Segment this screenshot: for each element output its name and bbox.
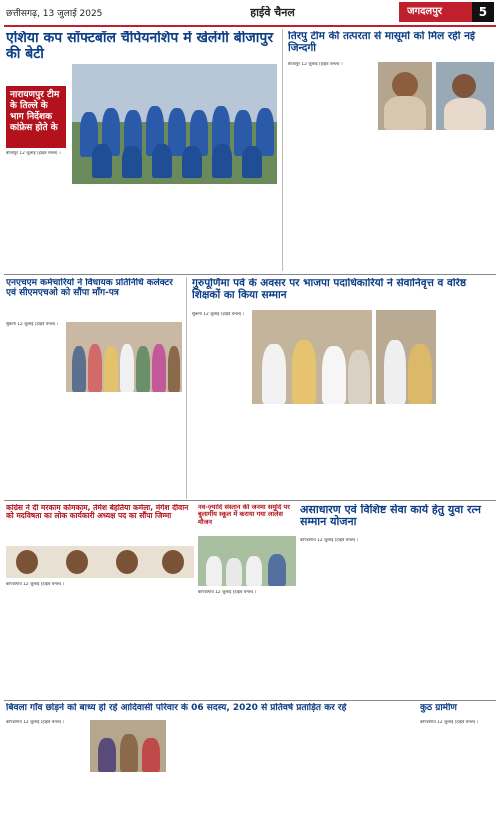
- story6-headline: नव-ज़्यादि संस्तान की जनमा समुदि पर बुलार्गीय स्कूल में कराया गया लालेस मौजन: [198, 504, 290, 526]
- story7-headline: असाधारण एवं विशिष्ट सेवा कार्य हेतु युवा रत्न सम्मान योजना: [300, 504, 481, 529]
- story9-headline: कुठ ग्रामीण: [420, 703, 457, 713]
- story4-photo-2: [376, 310, 436, 404]
- story1-body-col4: [211, 188, 277, 269]
- story7-dateline: कोण्डागांव 12 जुलाई (हाईवे चैनल) ।: [300, 538, 359, 543]
- story8-body-col3: [170, 720, 229, 810]
- story3-body: [66, 396, 182, 498]
- story5-headline: कांग्रेस ने दी मरकाम कोमकाम, तेमेश बेहतिया कमेला, मंगेश दीवान को मदविषता का लोक कार्यकारी अध्यक्ष पद का सौंपा जिम्मा: [6, 504, 189, 521]
- story5-dateline: कोण्डागांव 12 जुलाई (हाईवे चैनल) ।: [6, 582, 65, 587]
- story7-body: [300, 538, 494, 698]
- story8-photo: [90, 720, 166, 772]
- story4-body-col1: [192, 312, 248, 498]
- story4-headline: गुरुपूर्णिमा पर्व के अवसर पर भाजपा पदाधिकारियों ने सेवानिवृत्त व वरिष्ठ शिक्षकों का किया सम्मान: [192, 278, 467, 301]
- story3-body-col1: [6, 322, 64, 498]
- story3-headline: एनएचएम कर्मचारियों ने विधायक प्रतिनिधि कलेक्टर एवं सीएमएचओ को सौंपा माँग-पत्र: [6, 278, 173, 299]
- story5-body: [6, 582, 194, 698]
- story1-body-col2: [72, 188, 138, 269]
- story4-body-col5: [377, 408, 436, 498]
- masthead-page-number: 5: [472, 2, 494, 22]
- masthead-city: जगदलपुर: [399, 2, 472, 22]
- story1-body-col3: [142, 188, 208, 269]
- masthead: [0, 0, 500, 24]
- row-divider-3: [4, 700, 496, 701]
- story8-body-col2: [90, 774, 166, 810]
- story1-team-photo: [72, 64, 277, 184]
- story2-body-col2: [378, 134, 432, 272]
- story2-photo-1: [378, 62, 432, 130]
- story4-body-col2: [252, 408, 311, 498]
- story4-body: [252, 408, 436, 498]
- story3-body-col3: [126, 396, 182, 498]
- story2-dateline: बीजापुर 12 जुलाई (हाईवे चैनल) ।: [288, 62, 343, 67]
- story6-photo: [198, 536, 296, 586]
- story1-dateline: बीजापुर 12 जुलाई (हाईवे चैनल) ।: [6, 151, 61, 156]
- story2-body-col3: [436, 134, 494, 272]
- story6-dateline: कोण्डागांव 12 जुलाई (हाईवे चैनल) ।: [198, 590, 257, 595]
- story8-dateline: कोण्डागांव 12 जुलाई (हाईवे चैनल) ।: [6, 720, 65, 725]
- story8-body-col1: [6, 720, 86, 810]
- column-divider: [282, 29, 283, 271]
- story3-body-col2: [66, 396, 122, 498]
- story3-dateline: सुकमा 12 जुलाई (हाईवे चैनल) ।: [6, 322, 59, 327]
- story9-body: [420, 720, 494, 810]
- story4-body-col3: [315, 408, 374, 498]
- story1-headline: एशिया कप सॉफ्टबॉल चैंपियनशिप में खेलेंगी बीजापुर की बेटी: [6, 31, 274, 61]
- story8-body-col4: [233, 720, 292, 810]
- story4-dateline: सुकमा 12 जुलाई (हाईवे चैनल) ।: [192, 312, 245, 317]
- story8-headline: बिवला गाँव छोड़ने को बाध्य हो रहे आदिवासी परिवार के 06 सदस्य, 2020 से प्रतिवर्ष प्रताड़ित कर रहे: [6, 703, 347, 713]
- story2-headline: तिरपु टीम की तत्परता से मासूमों को मिल रही नई जिन्दगी: [288, 31, 476, 54]
- story1-sidebox: नारायणपुर टीम के तिल्ले के भाग निर्देशक कांफ्रेस होते के: [6, 86, 66, 148]
- story8-body-col5: [295, 720, 354, 810]
- masthead-city-block: [399, 2, 494, 22]
- story3-group-photo: [66, 322, 182, 392]
- story1-body: [72, 188, 277, 269]
- story2-photo-2: [436, 62, 494, 130]
- masthead-rule: [4, 25, 496, 27]
- row-divider-2: [4, 500, 496, 501]
- story5-portraits: [6, 546, 194, 578]
- story6-body: [198, 590, 296, 698]
- story2-body-col1: [288, 62, 374, 272]
- story8-body: [170, 720, 416, 810]
- story9-dateline: कोण्डागांव 12 जुलाई (हाईवे चैनल) ।: [420, 720, 479, 725]
- column-divider-2: [186, 277, 187, 499]
- story4-body-col4: [440, 312, 494, 498]
- masthead-date: छत्तीसगढ़, 13 जुलाई 2025: [6, 8, 103, 19]
- story8-body-col6: [358, 720, 417, 810]
- story1-body-col1: [6, 151, 68, 269]
- masthead-paper-name: हाईवे चैनल: [250, 5, 295, 19]
- story4-photo-1: [252, 310, 372, 404]
- row-divider-1: [4, 274, 496, 275]
